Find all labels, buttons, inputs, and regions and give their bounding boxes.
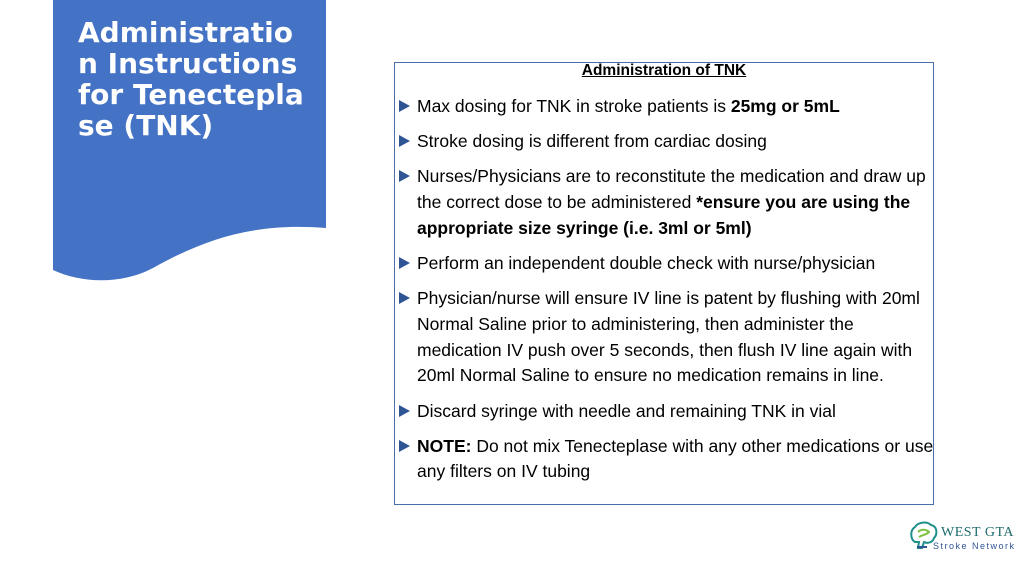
box-heading: Administration of TNK [581,62,747,79]
bullet-item [397,164,942,241]
bullet-text: Discard syringe with needle and remaining TNK in vial [417,400,836,421]
bullet-text: Do not mix Tenecteplase with any other medications or use any filters on IV tubing [417,435,934,482]
bullet-arrow-icon [399,100,410,112]
bullet-list [397,94,942,495]
slide-title: Administration Instructions for Tenecteplase (TNK) [78,16,304,142]
bullet-arrow-icon [399,405,410,417]
bullet-bold-text: NOTE: [417,435,472,456]
bullet-item [397,434,942,485]
bullet-text: Perform an independent double check with nurse/physician [417,253,876,274]
bullet-item [397,251,942,277]
bullet-item [397,129,942,155]
bullet-text: Nurses/Physicians are to reconstitute the medication and draw up the correct dose to be administered [417,166,926,213]
bullet-text: Max dosing for TNK in stroke patients is [417,96,731,116]
bullet-arrow-icon [399,170,410,182]
bullet-item [397,286,942,389]
bullet-text: Physician/nurse will ensure IV line is patent by flushing with 20ml Normal Saline prior to administering, then administer the medication IV push over 5 seconds, then flush IV line again with 20ml Normal Saline to ensure no medication remains in line. [417,288,920,386]
bullet-bold-text: *ensure you are using the appropriate size syringe (i.e. 3ml or 5ml) [417,192,911,238]
bullet-arrow-icon [399,257,410,269]
instructions-box [394,62,934,505]
bullet-arrow-icon [399,440,410,452]
bullet-arrow-icon [399,292,410,304]
bullet-arrow-icon [399,135,410,147]
bullet-item [397,399,942,425]
logo-title: WEST GTA [941,525,1015,540]
bullet-bold-text: 25mg or 5mL [730,96,840,116]
bullet-text: Stroke dosing is different from cardiac dosing [417,131,767,152]
logo-subtitle: Stroke Network [933,541,1016,551]
west-gta-logo [909,520,1019,554]
bullet-item [397,94,942,120]
